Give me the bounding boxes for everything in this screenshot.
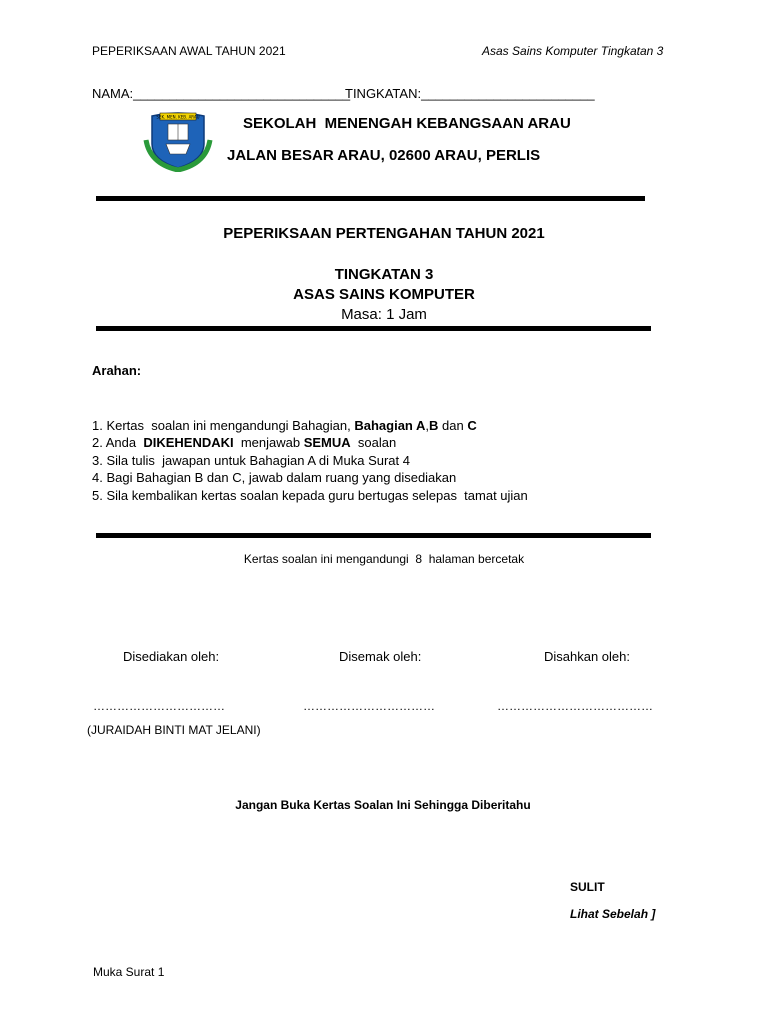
instruction-1-comma: , [425,418,430,433]
divider-top [96,196,645,201]
page-number: Muka Surat 1 [93,965,165,979]
preparer-name: (JURAIDAH BINTI MAT JELANI) [87,723,261,737]
instruction-3: 3. Sila tulis jawapan untuk Bahagian A di Muka Surat 4 [92,453,410,468]
exam-form: TINGKATAN 3 [334,266,434,283]
instruction-1-bold-b: B [429,418,439,433]
divider-title [96,326,651,331]
confidential-label: SULIT [570,880,605,894]
form-line: ________________________ [421,86,595,101]
divider-instructions [96,533,651,538]
form-label: TINGKATAN: [345,86,422,101]
do-not-open-warning: Jangan Buka Kertas Soalan Ini Sehingga Diberitahu [235,798,531,812]
instruction-1-bold-a: Bahagian A [354,418,426,433]
exam-subject: ASAS SAINS KOMPUTER [293,286,475,303]
instruction-2 [92,435,396,450]
signature-line-checked: …………………………… [303,699,435,713]
form-field [345,86,595,101]
instruction-5: 5. Sila kembalikan kertas soalan kepada guru bertugas selepas tamat ujian [92,488,528,503]
school-logo [142,110,214,172]
checked-by-label: Disemak oleh: [339,649,422,664]
instruction-2-bold-b: SEMUA [303,435,351,450]
name-field [92,86,350,101]
exam-title: PEPERIKSAAN PERTENGAHAN TAHUN 2021 [223,225,545,242]
signature-line-approved: ………………………………… [497,699,653,713]
pages-note: Kertas soalan ini mengandungi 8 halaman bercetak [243,552,525,566]
instruction-1-and: dan [438,418,468,433]
instructions-heading: Arahan: [92,363,142,378]
signature-line-prepared: …………………………… [93,699,225,713]
prepared-by-label: Disediakan oleh: [123,649,220,664]
school-address: JALAN BESAR ARAU, 02600 ARAU, PERLIS [227,147,541,164]
exam-duration: Masa: 1 Jam [341,306,427,323]
name-line: ______________________________ [133,86,351,101]
instruction-2-text-b: menjawab [233,435,304,450]
instruction-4: 4. Bagi Bahagian B dan C, jawab dalam ruang yang disediakan [92,470,457,485]
instruction-1-text: 1. Kertas soalan ini mengandungi Bahagian, [92,418,355,433]
header-left: PEPERIKSAAN AWAL TAHUN 2021 [92,44,286,58]
instruction-1 [92,418,477,433]
school-logo-text: SEK. MEN. KEB. ARAU [156,114,200,120]
instruction-2-bold-a: DIKEHENDAKI [143,435,234,450]
header-right: Asas Sains Komputer Tingkatan 3 [482,44,664,58]
instruction-2-text-a: 2. Anda [92,435,144,450]
instruction-2-text-c: soalan [350,435,397,450]
school-name: SEKOLAH MENENGAH KEBANGSAAN ARAU [243,115,571,132]
instruction-1-bold-c: C [467,418,477,433]
name-label: NAMA: [92,86,134,101]
turn-over-label: Lihat Sebelah ] [570,907,656,921]
approved-by-label: Disahkan oleh: [544,649,630,664]
